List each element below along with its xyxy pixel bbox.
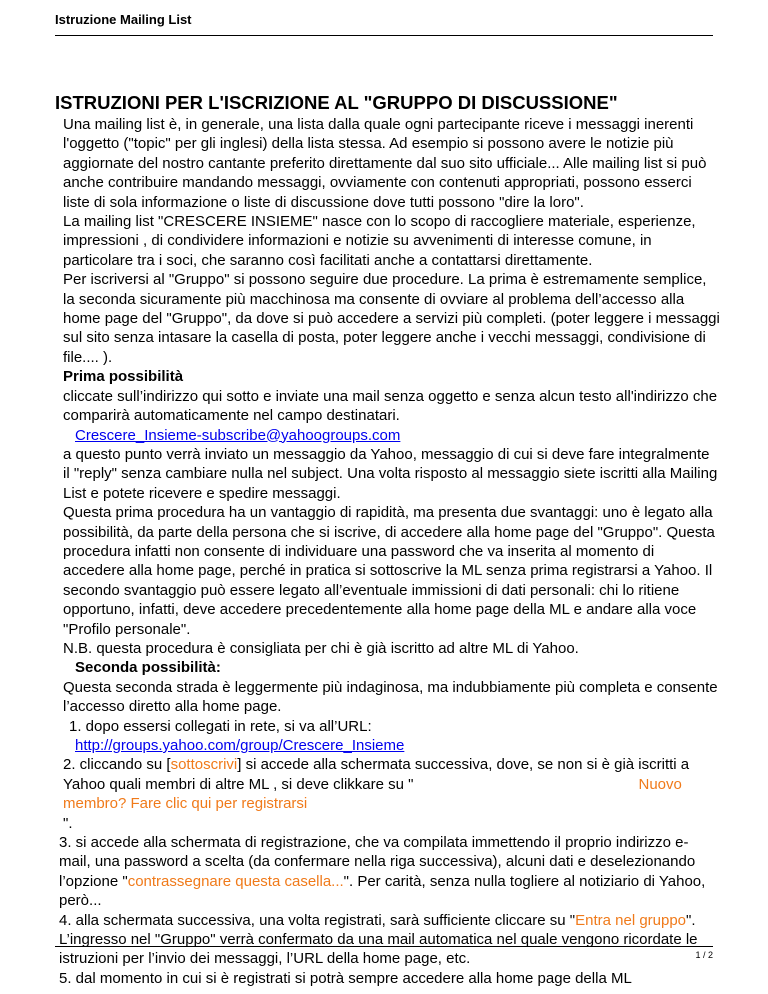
paragraph-intro: Una mailing list è, in generale, una lista dalla quale ogni partecipante riceve i messaggi inerenti l'oggetto ("topic" per gli inglesi) della lista stessa. Ad esempio si possono avere le notizie più aggiornate del nostro cantante preferito direttamente dal suo sito ufficiale... Alle mailing list si può anche contribuire mandando messaggi, ovviamente con contenuti appropriati, possono esserci liste di sola informazione o liste di discussione dove tutti possono "dire la loro".	[63, 116, 707, 211]
header-rule	[55, 35, 713, 36]
footer-rule	[55, 946, 713, 947]
paragraph-disadvantages: Questa prima procedura ha un vantaggio di rapidità, ma presenta due svantaggi: uno è legato alla possibilità, da parte della persona che si iscrive, di accedere alla home page del "Gruppo". Questa procedura infatti non consente di individuare una password che va inserita al momento di accedere alla home page, perché in pratica si sottoscrive la ML senza prima registrarsi a Yahoo. Il secondo svantaggio può essere legato all’eventuale immissioni di dati personali: chi lo ritiene opportuno, infatti, deve accedere precedentemente alla home page della ML e andare alla voce "Profilo personale".	[63, 504, 715, 638]
step-4-text-a: 4. alla schermata successiva, una volta registrati, sarà sufficiente cliccare su "	[59, 911, 576, 929]
paragraph-note: N.B. questa procedura è consigliata per chi è già iscritto ad altre ML di Yahoo.	[63, 639, 579, 657]
step-2-text-c: ".	[63, 814, 73, 832]
document-body	[55, 92, 720, 988]
subscribe-email-link[interactable]: Crescere_Insieme-subscribe@yahoogroups.com	[75, 426, 401, 444]
step-2-text-b: ] si accede alla schermata successiva, dove, se non si è già iscritti a Yahoo quali membri di altre ML , si deve clikkare su "	[63, 756, 690, 793]
group-url-link[interactable]: http://groups.yahoo.com/group/Crescere_Insieme	[75, 737, 405, 754]
document-title: ISTRUZIONI PER L'ISCRIZIONE AL "GRUPPO DI DISCUSSIONE"	[55, 92, 618, 113]
heading-first-option: Prima possibilità	[63, 368, 184, 386]
step-5: 5. dal momento in cui si è registrati si potrà sempre accedere alla home page della ML	[59, 969, 632, 987]
step-4-text-b: ". L’ingresso nel "Gruppo" verrà confermato da una mail automatica nel quale vengono ricordate le istruzioni per l’invio dei messaggi, l’URL della home page, etc.	[59, 911, 698, 968]
step-3-text-b: ". Per carità, senza nulla togliere al notiziario di Yahoo, però...	[59, 872, 706, 910]
join-group-link[interactable]: Entra nel gruppo	[575, 911, 687, 929]
step-2	[55, 755, 720, 833]
header-title: Istruzione Mailing List	[55, 12, 192, 27]
paragraph-second-intro: Questa seconda strada è leggermente più indaginosa, ma indubbiamente più completa e consente l’accesso diretto alla home page.	[63, 678, 718, 716]
paragraph-crescere-insieme: La mailing list "CRESCERE INSIEME" nasce con lo scopo di raccogliere materiale, esperienze, impressioni , di condividere informazioni e notizie su avvenimenti di interesse comune, in particolare tra i soci, che saranno così facilitati anche a contattarsi direttamente.	[63, 213, 696, 269]
step-4	[55, 911, 720, 969]
register-new-member-link[interactable]: Nuovo membro? Fare clic qui per registrarsi	[63, 775, 682, 813]
newsletter-checkbox-option: contrassegnare questa casella...	[127, 872, 344, 890]
step-3	[55, 833, 720, 911]
paragraph-reply: a questo punto verrà inviato un messaggio da Yahoo, messaggio di cui si deve fare integralmente il "reply" senza cambiare nulla nel subject. Una volta risposto al messaggio siete iscritti alla Mailing List e potete ricevere e spedire messaggi.	[63, 445, 718, 502]
subscribe-link[interactable]: sottoscrivi	[170, 756, 238, 774]
heading-second-option: Seconda possibilità:	[75, 659, 221, 677]
step-2-text-a: 2. cliccando su [	[63, 756, 171, 774]
paragraph-procedures: Per iscriversi al "Gruppo" si possono seguire due procedure. La prima è estremamente semplice, la seconda sicuramente più macchinosa ma consente di ovviare al problema dell’accesso alla home page del "Gruppo", da dove si può accedere a servizi più completi. (poter leggere i messaggi sul sito senza intasare la casella di posta, poter leggere anche i vecchi messaggi, condivisione di file.... ).	[63, 271, 720, 366]
step-3-text-a: 3. si accede alla schermata di registrazione, che va compilata immettendo il proprio indirizzo e-mail, una password a scelta (da confermare nella riga successiva), alcuni dati e deselezionando l’opzione "	[59, 834, 696, 890]
page-number: 1 / 2	[695, 950, 713, 960]
paragraph-first-instructions: cliccate sull’indirizzo qui sotto e inviate una mail senza oggetto e senza alcun testo all'indirizzo che comparirà automaticamente nel campo destinatari.	[63, 387, 718, 425]
step-1: 1. dopo essersi collegati in rete, si va all’URL:	[69, 717, 372, 735]
